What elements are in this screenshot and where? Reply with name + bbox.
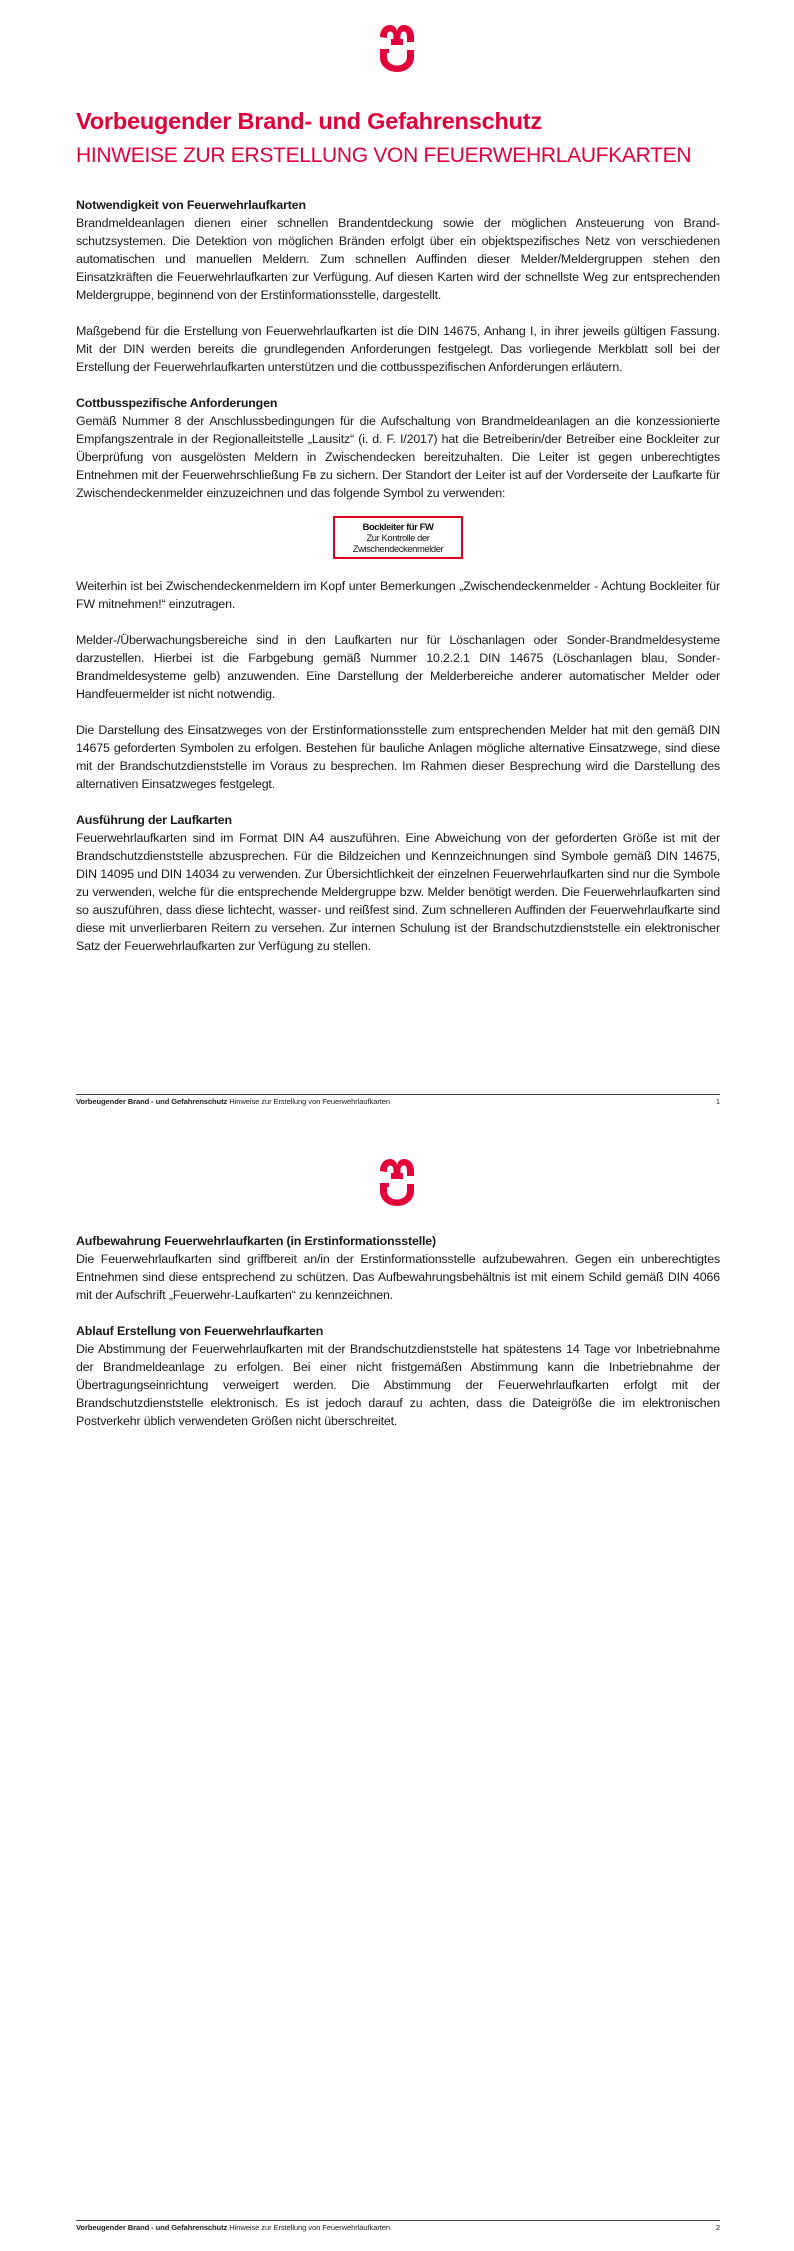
document-subtitle: HINWEISE ZUR ERSTELLUNG VON FEUERWEHRLAUFKARTEN — [76, 144, 692, 167]
bockleiter-symbol-container — [76, 516, 720, 559]
page-number: 2 — [715, 2223, 720, 2232]
document-page-2 — [0, 1125, 794, 2251]
section-ablauf-erstellung — [76, 1322, 720, 1430]
paragraph: Die Feuerwehrlaufkarten sind griffbereit an/in der Erstinformationsstelle aufzubewahren. Gegen ein unberechtigtes Entnehmen sind diese entsprechend zu schützen. Das Aufbewahrungsbehältnis ist mit einem Schild gemäß DIN 4066 mit der Aufschrift „Feuerwehr-Laufkarten“ zu kennzeichnen. — [76, 1252, 720, 1302]
footer-bold-text: Vorbeugender Brand - und Gefahrenschutz — [76, 2223, 228, 2232]
paragraph: Melder-/Überwachungsbereiche sind in den Laufkarten nur für Löschanlagen oder Sonder-Brandmeldesysteme darzustellen. Hierbei ist die Farbgebung gemäß Nummer 10.2.2.1 DIN 14675 (Löschanlagen blau, Sonder-Brandmeldesysteme gelb) anzuwenden. Eine Darstellung der Melderbereiche anderer automatischer Melder oder Handfeuermelder ist nicht notwendig. — [76, 633, 720, 701]
section-heading: Notwendigkeit von Feuerwehrlaufkarten — [76, 198, 306, 212]
cottbus-logo-icon — [377, 23, 417, 73]
page-2-content — [76, 1232, 720, 1430]
section-heading: Ablauf Erstellung von Feuerwehrlaufkarten — [76, 1324, 324, 1338]
paragraph: Feuerwehrlaufkarten sind im Format DIN A4 auszuführen. Eine Abweichung von der geforderten Größe ist mit der Brandschutzdienststelle abzusprechen. Für die Bildzeichen und Kennzeichnungen sind Symbole gemäß DIN 14675, DIN 14095 und DIN 14034 zu verwenden. Zur Übersichtlichkeit der einzelnen Feuerwehrlaufkarten sind nur die Symbole zu verwenden, welche für die entsprechende Meldergruppe bzw. Melder benötigt werden. Die Feuerwehrlaufkarten sind so auszuführen, dass diese lichtecht, wasser- und reißfest sind. Zum schnelleren Auffinden der Feuerwehrlaufkarte sind diese mit unverlierbaren Reitern zu versehen. Zur internen Schulung ist der Brandschutzdienststelle ein elektronischer Satz der Feuerwehrlaufkarten zur Verfügung zu stellen. — [76, 831, 720, 953]
footer-bold-text: Vorbeugender Brand - und Gefahrenschutz — [76, 1097, 228, 1106]
section-cottbusspezifische-anforderungen — [76, 394, 720, 793]
cottbus-logo-icon — [377, 1157, 417, 1207]
footer-divider — [76, 1094, 720, 1095]
footer-text: Hinweise zur Erstellung von Feuerwehrlaufkarten — [229, 2223, 391, 2232]
paragraph: Die Abstimmung der Feuerwehrlaufkarten mit der Brandschutzdienststelle hat spätestens 14 Tage vor Inbetriebnahme der Brandmeldeanlage zu erfolgen. Bei einer nicht fristgemäßen Abstimmung kann die Inbetriebnahme der Übertragungseinrichtung verweigert werden. Die Abstimmung der Feuerwehrlaufkarten erfolgt mit der Brandschutzdienststelle elektronisch. Es ist jedoch darauf zu achten, dass die Dateigröße die im elektronischen Postverkehr üblich verwendeten Größen nicht überschreitet. — [76, 1342, 720, 1428]
section-ausfuehrung — [76, 811, 720, 955]
document-title: Vorbeugender Brand- und Gefahrenschutz — [76, 108, 542, 134]
section-heading: Aufbewahrung Feuerwehrlaufkarten (in Erstinformationsstelle) — [76, 1234, 437, 1248]
paragraph: Brandmeldeanlagen dienen einer schnellen Brandentdeckung sowie der möglichen Ansteuerung von Brandschutzsystemen. Die Detektion von möglichen Bränden erfolgt über ein objektspezifisches Netz von verschiedenen automatischen und manuellen Meldern. Zum schnellen Auffinden dieser Melder/Meldergruppen stehen den Einsatzkräften die Feuerwehrlaufkarten zur Verfügung. Auf diesen Karten wird der schnellste Weg zur entsprechenden Meldergruppe, beginnend von der Erstinformationsstelle, dargestellt. — [76, 216, 720, 302]
page-number: 1 — [715, 1097, 720, 1106]
bockleiter-symbol — [333, 516, 463, 559]
symbol-line: Zwischendeckenmelder — [352, 543, 444, 554]
section-heading: Ausführung der Laufkarten — [76, 813, 232, 827]
section-heading: Cottbusspezifische Anforderungen — [76, 396, 278, 410]
footer-text: Hinweise zur Erstellung von Feuerwehrlaufkarten — [229, 1097, 391, 1106]
footer-label — [76, 1096, 390, 1108]
paragraph: Weiterhin ist bei Zwischendeckenmeldern im Kopf unter Bemerkungen „Zwischendeckenmelder - Achtung Bockleiter für FW mitnehmen!“ einzutragen. — [76, 579, 720, 611]
page-1-content — [76, 196, 720, 955]
document-page-1 — [0, 0, 794, 1125]
paragraph: Gemäß Nummer 8 der Anschlussbedingungen für die Aufschaltung von Brandmeldeanlagen an die konzessionierte Empfangszentrale in der Regionalleitstelle „Lausitz“ (i. d. F. I/2017) hat die Betreiberin/der Betreiber eine Bockleiter zur Überprüfung von ausgelösten Meldern in Zwischendecken bereitzuhalten. Die Leiter ist gegen unberechtigtes Entnehmen mit der Feuerwehrschließung Fʙ zu sichern. Der Standort der Leiter ist auf der Vorderseite der Laufkarte für Zwischendeckenmelder einzuzeichnen und das folgende Symbol zu verwenden: — [76, 414, 720, 500]
footer-label — [76, 2222, 390, 2234]
symbol-title: Bockleiter für FW — [362, 521, 434, 532]
paragraph: Die Darstellung des Einsatzweges von der Erstinformationsstelle zum entsprechenden Melder hat mit den gemäß DIN 14675 geforderten Symbolen zu erfolgen. Bestehen für bauliche Anlagen mögliche alternative Einsatzwege, sind diese mit der Brandschutzdienststelle im Voraus zu besprechen. Im Rahmen dieser Besprechung wird die Darstellung des alternativen Einsatzweges festgelegt. — [76, 723, 720, 791]
page-footer — [76, 1094, 720, 1108]
section-notwendigkeit — [76, 196, 720, 376]
section-aufbewahrung — [76, 1232, 720, 1304]
page-footer — [76, 2220, 720, 2234]
symbol-line: Zur Kontrolle der — [366, 532, 430, 543]
paragraph: Maßgebend für die Erstellung von Feuerwehrlaufkarten ist die DIN 14675, Anhang I, in ihrer jeweils gültigen Fassung. Mit der DIN werden bereits die grundlegenden Anforderungen festgelegt. Das vorliegende Merkblatt soll bei der Erstellung der Feuerwehrlaufkarten unterstützen und die cottbusspezifischen Anforderungen erläutern. — [76, 324, 720, 374]
footer-divider — [76, 2220, 720, 2221]
